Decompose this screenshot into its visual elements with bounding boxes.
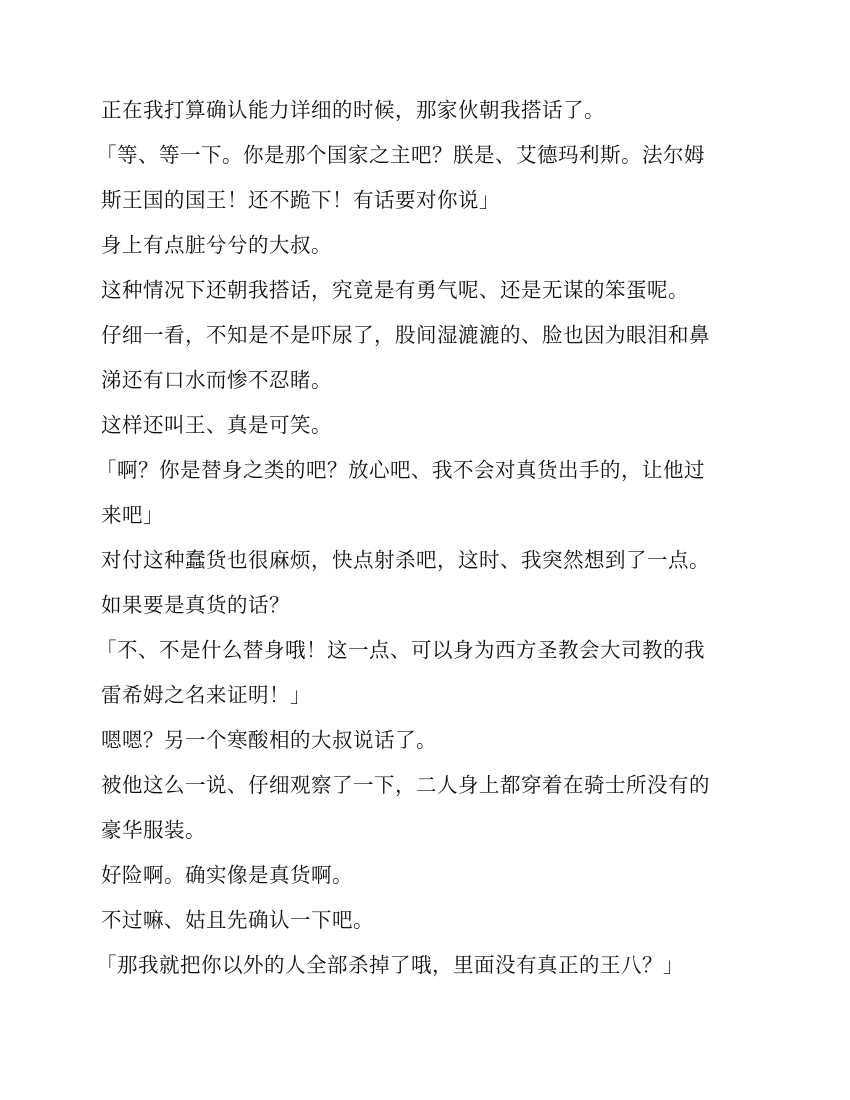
text-line: 正在我打算确认能力详细的时候，那家伙朝我搭话了。 xyxy=(101,98,605,122)
text-line: 不过嘛、姑且先确认一下吧。 xyxy=(101,908,374,932)
text-line: 「不、不是什么替身哦！这一点、可以身为西方圣教会大司教的我 xyxy=(96,638,705,662)
text-line: 「啊？你是替身之类的吧？放心吧、我不会对真货出手的，让他过 xyxy=(96,458,705,482)
text-line: 被他这么一说、仔细观察了一下，二人身上都穿着在骑士所没有的 xyxy=(101,773,710,797)
text-line: 如果要是真货的话？ xyxy=(101,593,290,617)
text-line: 豪华服装。 xyxy=(101,818,206,842)
text-line: 这种情况下还朝我搭话，究竟是有勇气呢、还是无谋的笨蛋呢。 xyxy=(101,278,689,302)
text-line: 涕还有口水而惨不忍睹。 xyxy=(101,368,332,392)
text-line: 斯王国的国王！还不跪下！有话要对你说」 xyxy=(101,188,500,212)
text-line: 这样还叫王、真是可笑。 xyxy=(101,413,332,437)
text-line: 「等、等一下。你是那个国家之主吧？朕是、艾德玛利斯。法尔姆 xyxy=(96,143,705,167)
text-line: 仔细一看，不知是不是吓尿了，股间湿漉漉的、脸也因为眼泪和鼻 xyxy=(101,323,710,347)
text-line: 嗯嗯？另一个寒酸相的大叔说话了。 xyxy=(101,728,437,752)
text-line: 「那我就把你以外的人全部杀掉了哦，里面没有真正的王八？」 xyxy=(96,953,684,977)
text-line: 对付这种蠢货也很麻烦，快点射杀吧，这时、我突然想到了一点。 xyxy=(101,548,710,572)
text-line: 身上有点脏兮兮的大叔。 xyxy=(101,233,332,257)
text-line: 好险啊。确实像是真货啊。 xyxy=(101,863,353,887)
text-line: 来吧」 xyxy=(101,503,164,527)
text-line: 雷希姆之名来证明！」 xyxy=(101,683,311,707)
body-text xyxy=(96,92,721,992)
